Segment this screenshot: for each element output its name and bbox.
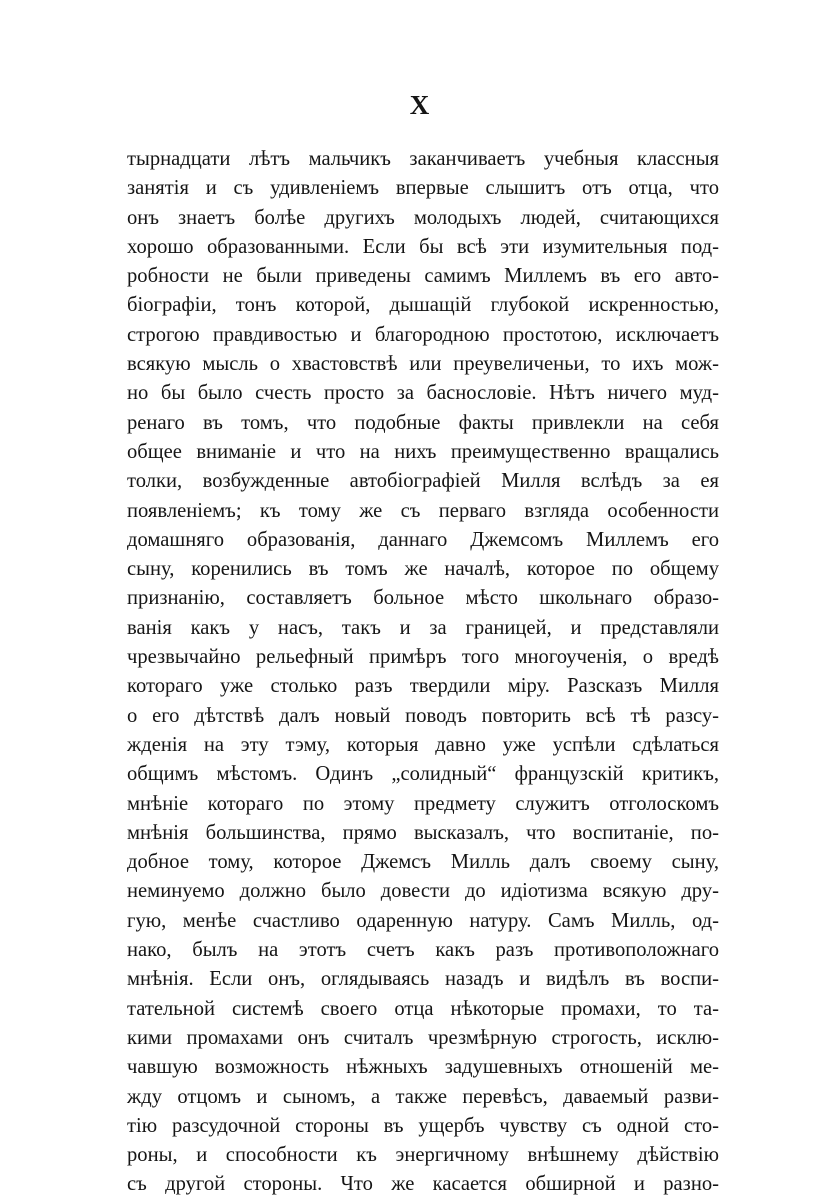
text-line: мнѣнія. Если онъ, оглядываясь назадъ и видѣлъ въ воспи-	[127, 968, 719, 991]
text-line: о его дѣтствѣ далъ новый поводъ повторить всѣ тѣ разсу-	[127, 704, 719, 727]
text-line: котораго уже столько разъ твердили міру. Разсказъ Милля	[127, 675, 719, 698]
text-line: тательной системѣ своего отца нѣкоторые промахи, то та-	[127, 997, 719, 1020]
text-line: ренаго въ томъ, что подобные факты привлекли на себя	[127, 411, 719, 434]
text-line: всякую мысль о хвастовствѣ или преувеличеньи, то ихъ мож-	[127, 353, 719, 376]
text-line: тырнадцати лѣтъ мальчикъ заканчиваетъ учебныя классныя	[127, 148, 719, 170]
text-line: нако, былъ на этотъ счетъ какъ разъ противоположнаго	[127, 939, 719, 962]
text-line: мнѣнія большинства, прямо высказалъ, что воспитаніе, по-	[127, 821, 719, 844]
text-line: появленіемъ; къ тому же съ перваго взгляда особенности	[127, 499, 719, 522]
text-line: неминуемо должно было довести до идіотизма всякую дру-	[127, 880, 719, 903]
text-line: домашняго образованія, даннаго Джемсомъ Миллемъ его	[127, 528, 719, 551]
text-line: признанію, составляетъ больное мѣсто школьнаго образо-	[127, 587, 719, 610]
text-line: ванія какъ у насъ, такъ и за границей, и представляли	[127, 616, 719, 639]
text-line: жду отцомъ и сыномъ, а также перевѣсъ, даваемый разви-	[127, 1085, 719, 1108]
text-line: сыну, коренились въ томъ же началѣ, которое по общему	[127, 558, 719, 581]
text-line: роны, и способности къ энергичному внѣшнему дѣйствію	[127, 1144, 719, 1167]
text-line: чрезвычайно рельефный примѣръ того многоученія, о вредѣ	[127, 646, 719, 669]
text-line: чавшую возможность нѣжныхъ задушевныхъ отношеній ме-	[127, 1056, 719, 1079]
body-text	[127, 145, 719, 1200]
text-line: строгою правдивостью и благородною простотою, исключаетъ	[127, 323, 719, 346]
text-line: занятія и съ удивленіемъ впервые слышитъ отъ отца, что	[127, 177, 719, 200]
text-line: біографіи, тонъ которой, дышащій глубокой искренностью,	[127, 294, 719, 317]
text-line: общимъ мѣстомъ. Одинъ „солидный“ французскій критикъ,	[127, 763, 719, 786]
text-line: мнѣніе котораго по этому предмету служитъ отголоскомъ	[127, 792, 719, 815]
page-number: X	[409, 90, 431, 120]
text-line: хорошо образованными. Если бы всѣ эти изумительныя под-	[127, 235, 719, 258]
text-line: жденія на эту тэму, которыя давно уже успѣли сдѣлаться	[127, 733, 719, 756]
text-line: тію разсудочной стороны въ ущербъ чувству съ одной сто-	[127, 1114, 719, 1137]
text-line: добное тому, которое Джемсъ Милль далъ своему сыну,	[127, 851, 719, 874]
text-line: общее вниманіе и что на нихъ преимущественно вращались	[127, 440, 719, 463]
text-line: съ другой стороны. Что же касается обширной и разно-	[127, 1173, 719, 1196]
text-line: робности не были приведены самимъ Миллемъ въ его авто-	[127, 265, 719, 288]
text-line: толки, возбужденные автобіографіей Милля вслѣдъ за ея	[127, 470, 719, 493]
text-line: но бы было счесть просто за баснословіе. Нѣтъ ничего муд-	[127, 382, 719, 405]
text-line: кими промахами онъ считалъ чрезмѣрную строгость, исклю-	[127, 1026, 719, 1049]
text-line: онъ знаетъ болѣе другихъ молодыхъ людей, считающихся	[127, 206, 719, 229]
text-line: гую, менѣе счастливо одаренную натуру. Самъ Милль, од-	[127, 909, 719, 932]
